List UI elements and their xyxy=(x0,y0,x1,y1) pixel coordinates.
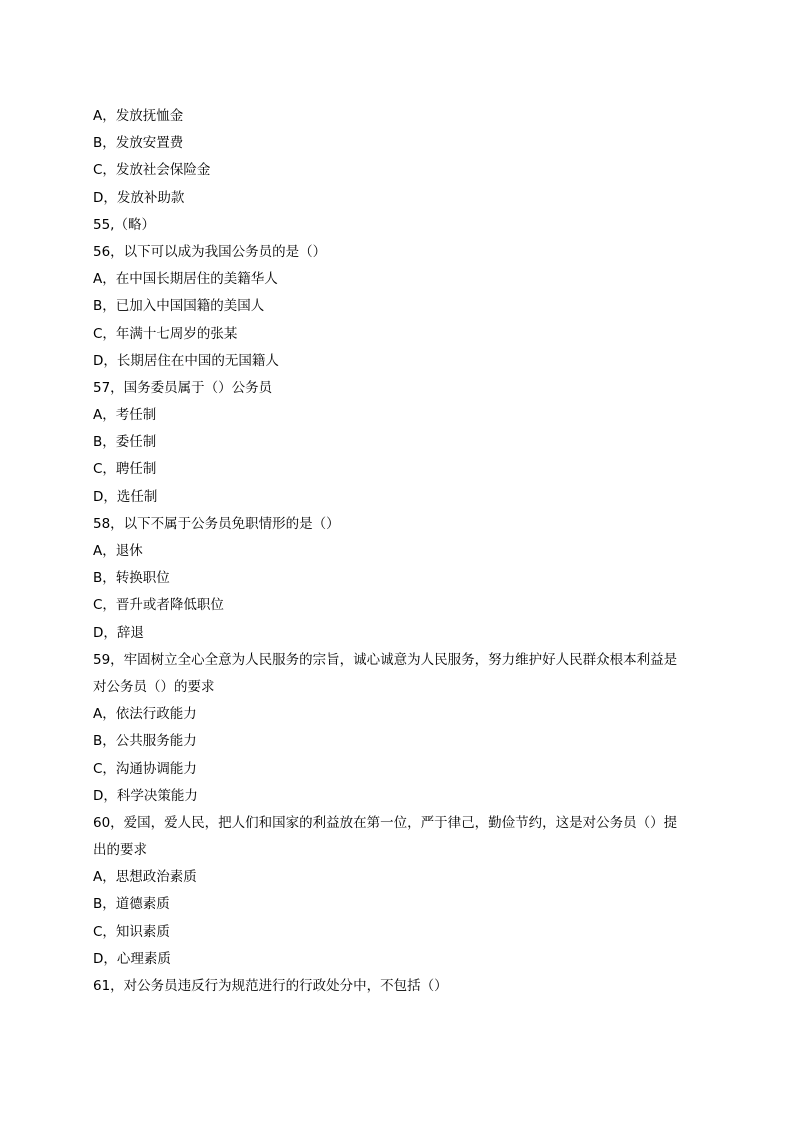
question-57: 57，国务委员属于（）公务员 xyxy=(93,379,273,396)
option-60-a: A，思想政治素质 xyxy=(93,869,197,886)
option-59-a: A，依法行政能力 xyxy=(93,706,197,723)
option-54-a: A，发放抚恤金 xyxy=(93,108,184,124)
option-56-c: C，年满十七周岁的张某 xyxy=(93,325,238,342)
option-57-b: B，委任制 xyxy=(93,434,157,451)
question-56: 56，以下可以成为我国公务员的是（） xyxy=(93,243,327,260)
option-60-b: B，道德素质 xyxy=(93,896,170,913)
document-body xyxy=(93,103,713,1000)
option-60-d: D，心理素质 xyxy=(93,950,171,967)
option-56-a: A，在中国长期居住的美籍华人 xyxy=(93,271,278,288)
option-60-c: C，知识素质 xyxy=(93,923,170,940)
question-58: 58，以下不属于公务员免职情形的是（） xyxy=(93,515,340,532)
option-58-b: B，转换职位 xyxy=(93,570,170,587)
option-57-d: D，选任制 xyxy=(93,488,158,505)
option-57-a: A，考任制 xyxy=(93,407,157,424)
question-60-continued: 出的要求 xyxy=(93,842,147,859)
option-58-d: D，辞退 xyxy=(93,624,144,641)
option-54-b: B，发放安置费 xyxy=(93,135,184,152)
option-54-d: D，发放补助款 xyxy=(93,189,185,206)
option-58-a: A，退休 xyxy=(93,543,143,559)
option-59-d: D，科学决策能力 xyxy=(93,787,198,804)
option-57-c: C，聘任制 xyxy=(93,461,157,478)
option-59-c: C，沟通协调能力 xyxy=(93,760,197,777)
question-60: 60，爱国，爱人民，把人们和国家的利益放在第一位，严于律己，勤俭节约，这是对公务员（）提 xyxy=(93,814,678,831)
option-56-b: B，已加入中国国籍的美国人 xyxy=(93,298,265,315)
option-58-c: C，晋升或者降低职位 xyxy=(93,597,224,614)
option-59-b: B，公共服务能力 xyxy=(93,733,197,750)
question-59: 59，牢固树立全心全意为人民服务的宗旨，诚心诚意为人民服务，努力维护好人民群众根本利益是 xyxy=(93,651,678,668)
question-55: 55,（略） xyxy=(93,216,155,233)
option-54-c: C，发放社会保险金 xyxy=(93,162,211,179)
question-59-continued: 对公务员（）的要求 xyxy=(93,678,215,695)
question-61: 61，对公务员违反行为规范进行的行政处分中，不包括（） xyxy=(93,978,448,994)
option-56-d: D，长期居住在中国的无国籍人 xyxy=(93,352,279,369)
